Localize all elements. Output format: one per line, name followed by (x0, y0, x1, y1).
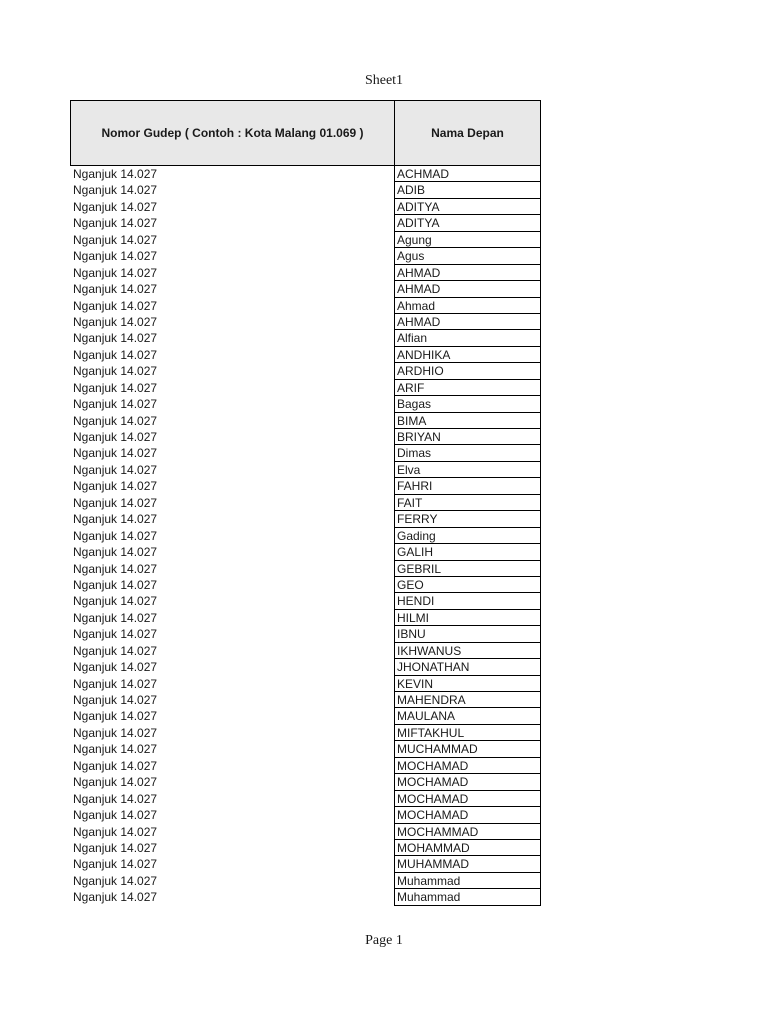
table-row (70, 511, 541, 527)
cell-nama-depan: GEO (394, 577, 541, 593)
table-row (70, 708, 541, 724)
cell-nomor-gudep: Nganjuk 14.027 (73, 446, 158, 461)
table-row (70, 840, 541, 856)
cell-nomor-gudep: Nganjuk 14.027 (73, 430, 158, 444)
table-row (70, 314, 541, 330)
cell-nama-depan: Agung (394, 232, 541, 248)
table-row (70, 215, 541, 231)
cell-nomor-gudep: Nganjuk 14.027 (73, 594, 158, 609)
table-row (70, 265, 541, 281)
table-row (70, 199, 541, 215)
table-row (70, 429, 541, 445)
cell-nama-depan: Alfian (394, 330, 541, 346)
page-number: Page 1 (365, 933, 403, 948)
table-row (70, 873, 541, 889)
cell-nama-depan: HENDI (394, 593, 541, 609)
cell-nama-depan: MUCHAMMAD (394, 741, 541, 757)
cell-nomor-gudep: Nganjuk 14.027 (73, 495, 158, 510)
table-row (70, 380, 541, 396)
cell-nama-depan: Gading (394, 528, 541, 544)
cell-nama-depan: MOCHAMAD (394, 774, 541, 790)
cell-nomor-gudep: Nganjuk 14.027 (73, 725, 158, 740)
cell-nama-depan: GALIH (394, 544, 541, 560)
table-row (70, 347, 541, 363)
cell-nomor-gudep: Nganjuk 14.027 (73, 873, 158, 888)
table-row (70, 643, 541, 659)
cell-nomor-gudep: Nganjuk 14.027 (73, 380, 158, 395)
cell-nomor-gudep: Nganjuk 14.027 (73, 758, 158, 773)
cell-nama-depan: ADITYA (394, 215, 541, 231)
table-row (70, 298, 541, 314)
table-row (70, 248, 541, 264)
cell-nomor-gudep: Nganjuk 14.027 (73, 183, 158, 198)
cell-nama-depan: Muhammad (394, 873, 541, 889)
cell-nomor-gudep: Nganjuk 14.027 (73, 216, 158, 231)
table-header (70, 100, 541, 166)
table-row (70, 692, 541, 708)
column-header-nama-depan: Nama Depan (431, 126, 504, 140)
table-row (70, 758, 541, 774)
cell-nama-depan: ANDHIKA (394, 347, 541, 363)
table-row (70, 725, 541, 741)
cell-nomor-gudep: Nganjuk 14.027 (73, 512, 158, 527)
table-row (70, 610, 541, 626)
cell-nama-depan: AHMAD (394, 265, 541, 281)
cell-nomor-gudep: Nganjuk 14.027 (73, 775, 158, 790)
cell-nama-depan: MUHAMMAD (394, 856, 541, 872)
cell-nomor-gudep: Nganjuk 14.027 (73, 249, 158, 264)
table-row (70, 396, 541, 412)
cell-nomor-gudep: Nganjuk 14.027 (73, 693, 158, 707)
table-row (70, 445, 541, 461)
cell-nomor-gudep: Nganjuk 14.027 (73, 413, 158, 428)
cell-nama-depan: Muhammad (394, 889, 541, 905)
table-row (70, 166, 541, 182)
cell-nomor-gudep: Nganjuk 14.027 (73, 643, 158, 658)
cell-nama-depan: Elva (394, 462, 541, 478)
cell-nama-depan: Ahmad (394, 298, 541, 314)
cell-nomor-gudep: Nganjuk 14.027 (73, 462, 158, 477)
table-row (70, 495, 541, 511)
cell-nomor-gudep: Nganjuk 14.027 (73, 676, 158, 691)
cell-nomor-gudep: Nganjuk 14.027 (73, 857, 158, 872)
cell-nomor-gudep: Nganjuk 14.027 (73, 840, 158, 855)
cell-nama-depan: BRIYAN (394, 429, 541, 445)
cell-nama-depan: IBNU (394, 626, 541, 642)
cell-nama-depan: IKHWANUS (394, 643, 541, 659)
cell-nomor-gudep: Nganjuk 14.027 (73, 660, 158, 675)
cell-nama-depan: ACHMAD (394, 166, 541, 182)
table-body (70, 166, 541, 906)
table-row (70, 774, 541, 790)
cell-nama-depan: FAIT (394, 495, 541, 511)
cell-nomor-gudep: Nganjuk 14.027 (73, 791, 158, 806)
cell-nama-depan: KEVIN (394, 676, 541, 692)
cell-nama-depan: MOHAMMAD (394, 840, 541, 856)
table-row (70, 462, 541, 478)
column-header-nomor-gudep: Nomor Gudep ( Contoh : Kota Malang 01.069 ) (71, 101, 395, 165)
cell-nomor-gudep: Nganjuk 14.027 (73, 298, 158, 313)
cell-nomor-gudep: Nganjuk 14.027 (73, 314, 158, 329)
cell-nama-depan: JHONATHAN (394, 659, 541, 675)
cell-nama-depan: Bagas (394, 396, 541, 412)
cell-nomor-gudep: Nganjuk 14.027 (73, 528, 158, 543)
cell-nama-depan: AHMAD (394, 281, 541, 297)
table-row (70, 413, 541, 429)
table-row (70, 889, 541, 905)
table-row (70, 741, 541, 757)
cell-nomor-gudep: Nganjuk 14.027 (73, 561, 158, 576)
cell-nomor-gudep: Nganjuk 14.027 (73, 167, 158, 181)
sheet-title: Sheet1 (364, 73, 404, 88)
table-row (70, 544, 541, 560)
table-row (70, 232, 541, 248)
cell-nama-depan: MOCHAMMAD (394, 824, 541, 840)
table-row (70, 281, 541, 297)
cell-nama-depan: HILMI (394, 610, 541, 626)
cell-nama-depan: ADIB (394, 182, 541, 198)
cell-nomor-gudep: Nganjuk 14.027 (73, 331, 158, 346)
cell-nama-depan: ARDHIO (394, 363, 541, 379)
cell-nomor-gudep: Nganjuk 14.027 (73, 709, 158, 724)
table-row (70, 807, 541, 823)
cell-nama-depan: AHMAD (394, 314, 541, 330)
cell-nomor-gudep: Nganjuk 14.027 (73, 627, 158, 642)
cell-nomor-gudep: Nganjuk 14.027 (73, 808, 158, 823)
cell-nama-depan: MAHENDRA (394, 692, 541, 708)
cell-nomor-gudep: Nganjuk 14.027 (73, 824, 158, 839)
table-row (70, 824, 541, 840)
cell-nomor-gudep: Nganjuk 14.027 (73, 479, 158, 494)
cell-nomor-gudep: Nganjuk 14.027 (73, 282, 158, 297)
cell-nama-depan: MOCHAMAD (394, 807, 541, 823)
cell-nomor-gudep: Nganjuk 14.027 (73, 577, 158, 592)
cell-nomor-gudep: Nganjuk 14.027 (73, 199, 158, 214)
cell-nomor-gudep: Nganjuk 14.027 (73, 545, 158, 560)
table-row (70, 626, 541, 642)
cell-nama-depan: Dimas (394, 445, 541, 461)
table-row (70, 791, 541, 807)
cell-nama-depan: MIFTAKHUL (394, 725, 541, 741)
cell-nama-depan: BIMA (394, 413, 541, 429)
table-row (70, 478, 541, 494)
cell-nomor-gudep: Nganjuk 14.027 (73, 232, 158, 247)
cell-nomor-gudep: Nganjuk 14.027 (73, 265, 158, 280)
table-row (70, 528, 541, 544)
table-row (70, 182, 541, 198)
cell-nama-depan: MOCHAMAD (394, 791, 541, 807)
cell-nama-depan: FERRY (394, 511, 541, 527)
table-row (70, 593, 541, 609)
cell-nomor-gudep: Nganjuk 14.027 (73, 890, 158, 905)
table-row (70, 363, 541, 379)
cell-nomor-gudep: Nganjuk 14.027 (73, 610, 158, 625)
table-row (70, 659, 541, 675)
cell-nama-depan: MAULANA (394, 708, 541, 724)
cell-nomor-gudep: Nganjuk 14.027 (73, 364, 158, 379)
cell-nomor-gudep: Nganjuk 14.027 (73, 347, 158, 362)
table-row (70, 676, 541, 692)
table-row (70, 330, 541, 346)
cell-nama-depan: GEBRIL (394, 561, 541, 577)
cell-nama-depan: FAHRI (394, 478, 541, 494)
cell-nama-depan: ADITYA (394, 199, 541, 215)
table-row (70, 856, 541, 872)
cell-nomor-gudep: Nganjuk 14.027 (73, 397, 158, 412)
cell-nomor-gudep: Nganjuk 14.027 (73, 742, 158, 757)
cell-nama-depan: MOCHAMAD (394, 758, 541, 774)
table-row (70, 561, 541, 577)
table-row (70, 577, 541, 593)
cell-nama-depan: ARIF (394, 380, 541, 396)
cell-nama-depan: Agus (394, 248, 541, 264)
